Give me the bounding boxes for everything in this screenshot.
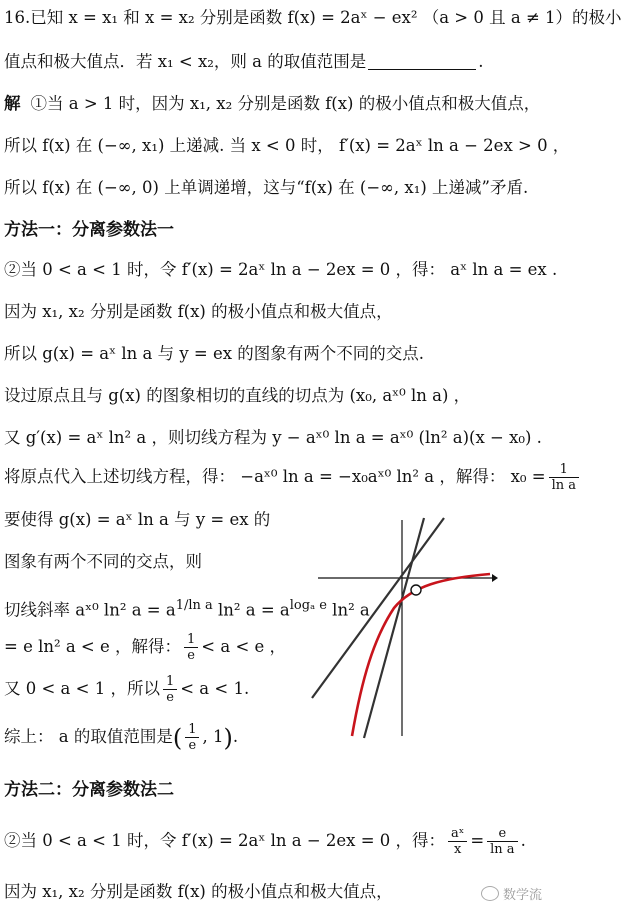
problem-line-1: [4, 6, 622, 30]
x0-denominator: ln a: [551, 478, 576, 493]
solution-label: 解: [4, 94, 21, 113]
frac-den: e: [187, 648, 195, 663]
method1-line-2: [4, 300, 393, 324]
frac-num: 1: [185, 722, 199, 738]
solution-line-3: [4, 176, 528, 200]
right-paren: ): [223, 724, 233, 752]
method2-text-1a: ②当 0 < a < 1 时，令 f′(x) = 2aˣ ln a − 2ex = 0 ，得：: [4, 831, 446, 850]
method2-line-2: [4, 880, 393, 904]
solution-line-1: [4, 92, 540, 116]
watermark: [481, 884, 542, 903]
method1-text-7: 要使得 g(x) = aˣ ln a 与 y = ex 的: [4, 510, 271, 529]
frac-den: ln a: [490, 842, 515, 857]
problem-period: .: [478, 52, 484, 71]
answer-blank: [368, 51, 476, 70]
method1-line-11: [4, 674, 249, 705]
fraction-1-over-e-a: [184, 632, 198, 663]
fraction-1-over-e-b: [163, 674, 177, 705]
problem-line-2: [4, 50, 483, 74]
exponent-1: 1/ln a: [175, 598, 213, 613]
method1-text-12a: 综上： a 的取值范围是: [4, 727, 173, 746]
method1-text-10a: = e ln² a < e ，解得：: [4, 637, 182, 656]
method1-line-7: [4, 508, 270, 532]
x-axis-arrow-icon: [492, 574, 498, 582]
method1-text-12b: , 1: [202, 727, 224, 746]
tangent-line-steep: [312, 518, 444, 698]
fraction-e-over-lna: [487, 826, 517, 857]
frac-den: e: [188, 738, 197, 753]
method2-text-1b: .: [520, 831, 526, 850]
left-paren: (: [172, 724, 183, 752]
method1-text-9c: ln² a: [326, 600, 370, 620]
method1-line-5: [4, 426, 542, 450]
frac-num: e: [487, 826, 517, 842]
method1-text-8: 图象有两个不同的交点，则: [4, 552, 202, 571]
frac-num: 1: [184, 632, 198, 648]
method1-text-9b: ln² a = a: [212, 600, 290, 620]
method1-text-5: 又 g′(x) = aˣ ln² a ，则切线方程为 y − aˣ⁰ ln a = aˣ⁰ (ln² a)(x − x₀) .: [4, 428, 542, 447]
frac-num: 1: [163, 674, 177, 690]
frac-den: e: [166, 690, 174, 705]
method1-line-6: [4, 462, 582, 493]
fraction-1-over-e-c: [185, 722, 199, 753]
method1-line-4: [4, 384, 470, 408]
method1-text-3: 所以 g(x) = aˣ ln a 与 y = ex 的图象有两个不同的交点.: [4, 344, 425, 363]
solution-line-2: [4, 134, 569, 158]
watermark-text: 数学流: [502, 888, 542, 903]
solution-text-1: ①当 a > 1 时，因为 x₁, x₂ 分别是函数 f(x) 的极小值点和极大值点，: [30, 94, 541, 113]
method1-text-1: ②当 0 < a < 1 时，令 f′(x) = 2aˣ ln a − 2ex = 0 ，得： aˣ ln a = ex .: [4, 260, 558, 279]
wechat-icon: [481, 886, 499, 901]
method1-title: 方法一：分离参数法一: [4, 220, 174, 240]
frac-num: aˣ: [448, 826, 467, 842]
method2-line-1: [4, 826, 526, 857]
method1-text-11a: 又 0 < a < 1 ，所以: [4, 679, 160, 698]
x0-fraction: [549, 462, 579, 493]
function-graph: [312, 518, 498, 738]
problem-text-1: 16.已知 x = x₁ 和 x = x₂ 分别是函数 f(x) = 2aˣ − ex² （a > 0 且 a ≠ 1）的极小: [4, 8, 622, 27]
fraction-ax-over-x: [448, 826, 467, 857]
method1-line-1: [4, 258, 557, 282]
method1-text-9a: 切线斜率 aˣ⁰ ln² a = a: [4, 600, 176, 620]
method1-line-3: [4, 342, 424, 366]
method1-text-12c: .: [232, 727, 239, 746]
x0-numerator: 1: [549, 462, 579, 478]
frac-den: x: [454, 842, 462, 857]
exponent-2: logₐ e: [289, 598, 327, 613]
equals-sign: =: [470, 831, 485, 850]
method1-line-12: [4, 722, 238, 753]
method1-text-11b: < a < 1.: [180, 679, 250, 698]
method1-text-6: 将原点代入上述切线方程，得： −aˣ⁰ ln a = −x₀aˣ⁰ ln² a ，解得： x₀ =: [4, 467, 546, 486]
method1-text-4: 设过原点且与 g(x) 的图象相切的直线的切点为 (x₀, aˣ⁰ ln a) ，: [4, 386, 471, 405]
method2-text-2: 因为 x₁, x₂ 分别是函数 f(x) 的极小值点和极大值点，: [4, 882, 393, 901]
tangent-line-steeper: [364, 518, 424, 738]
method1-text-10b: < a < e ，: [201, 637, 287, 656]
curve-g: [352, 574, 490, 736]
method1-line-10: [4, 632, 286, 663]
method2-title: 方法二：分离参数法二: [4, 780, 174, 800]
method1-line-8: [4, 550, 202, 574]
problem-text-2: 值点和极大值点．若 x₁ < x₂，则 a 的取值范围是: [4, 52, 367, 71]
method1-text-2: 因为 x₁, x₂ 分别是函数 f(x) 的极小值点和极大值点，: [4, 302, 393, 321]
origin-marker: [411, 585, 421, 595]
solution-text-2: 所以 f(x) 在 (−∞, x₁) 上递减. 当 x < 0 时， f′(x) = 2aˣ ln a − 2ex > 0 ，: [4, 136, 570, 155]
solution-text-3: 所以 f(x) 在 (−∞, 0) 上单调递增，这与“f(x) 在 (−∞, x₁) 上递减”矛盾.: [4, 178, 529, 197]
